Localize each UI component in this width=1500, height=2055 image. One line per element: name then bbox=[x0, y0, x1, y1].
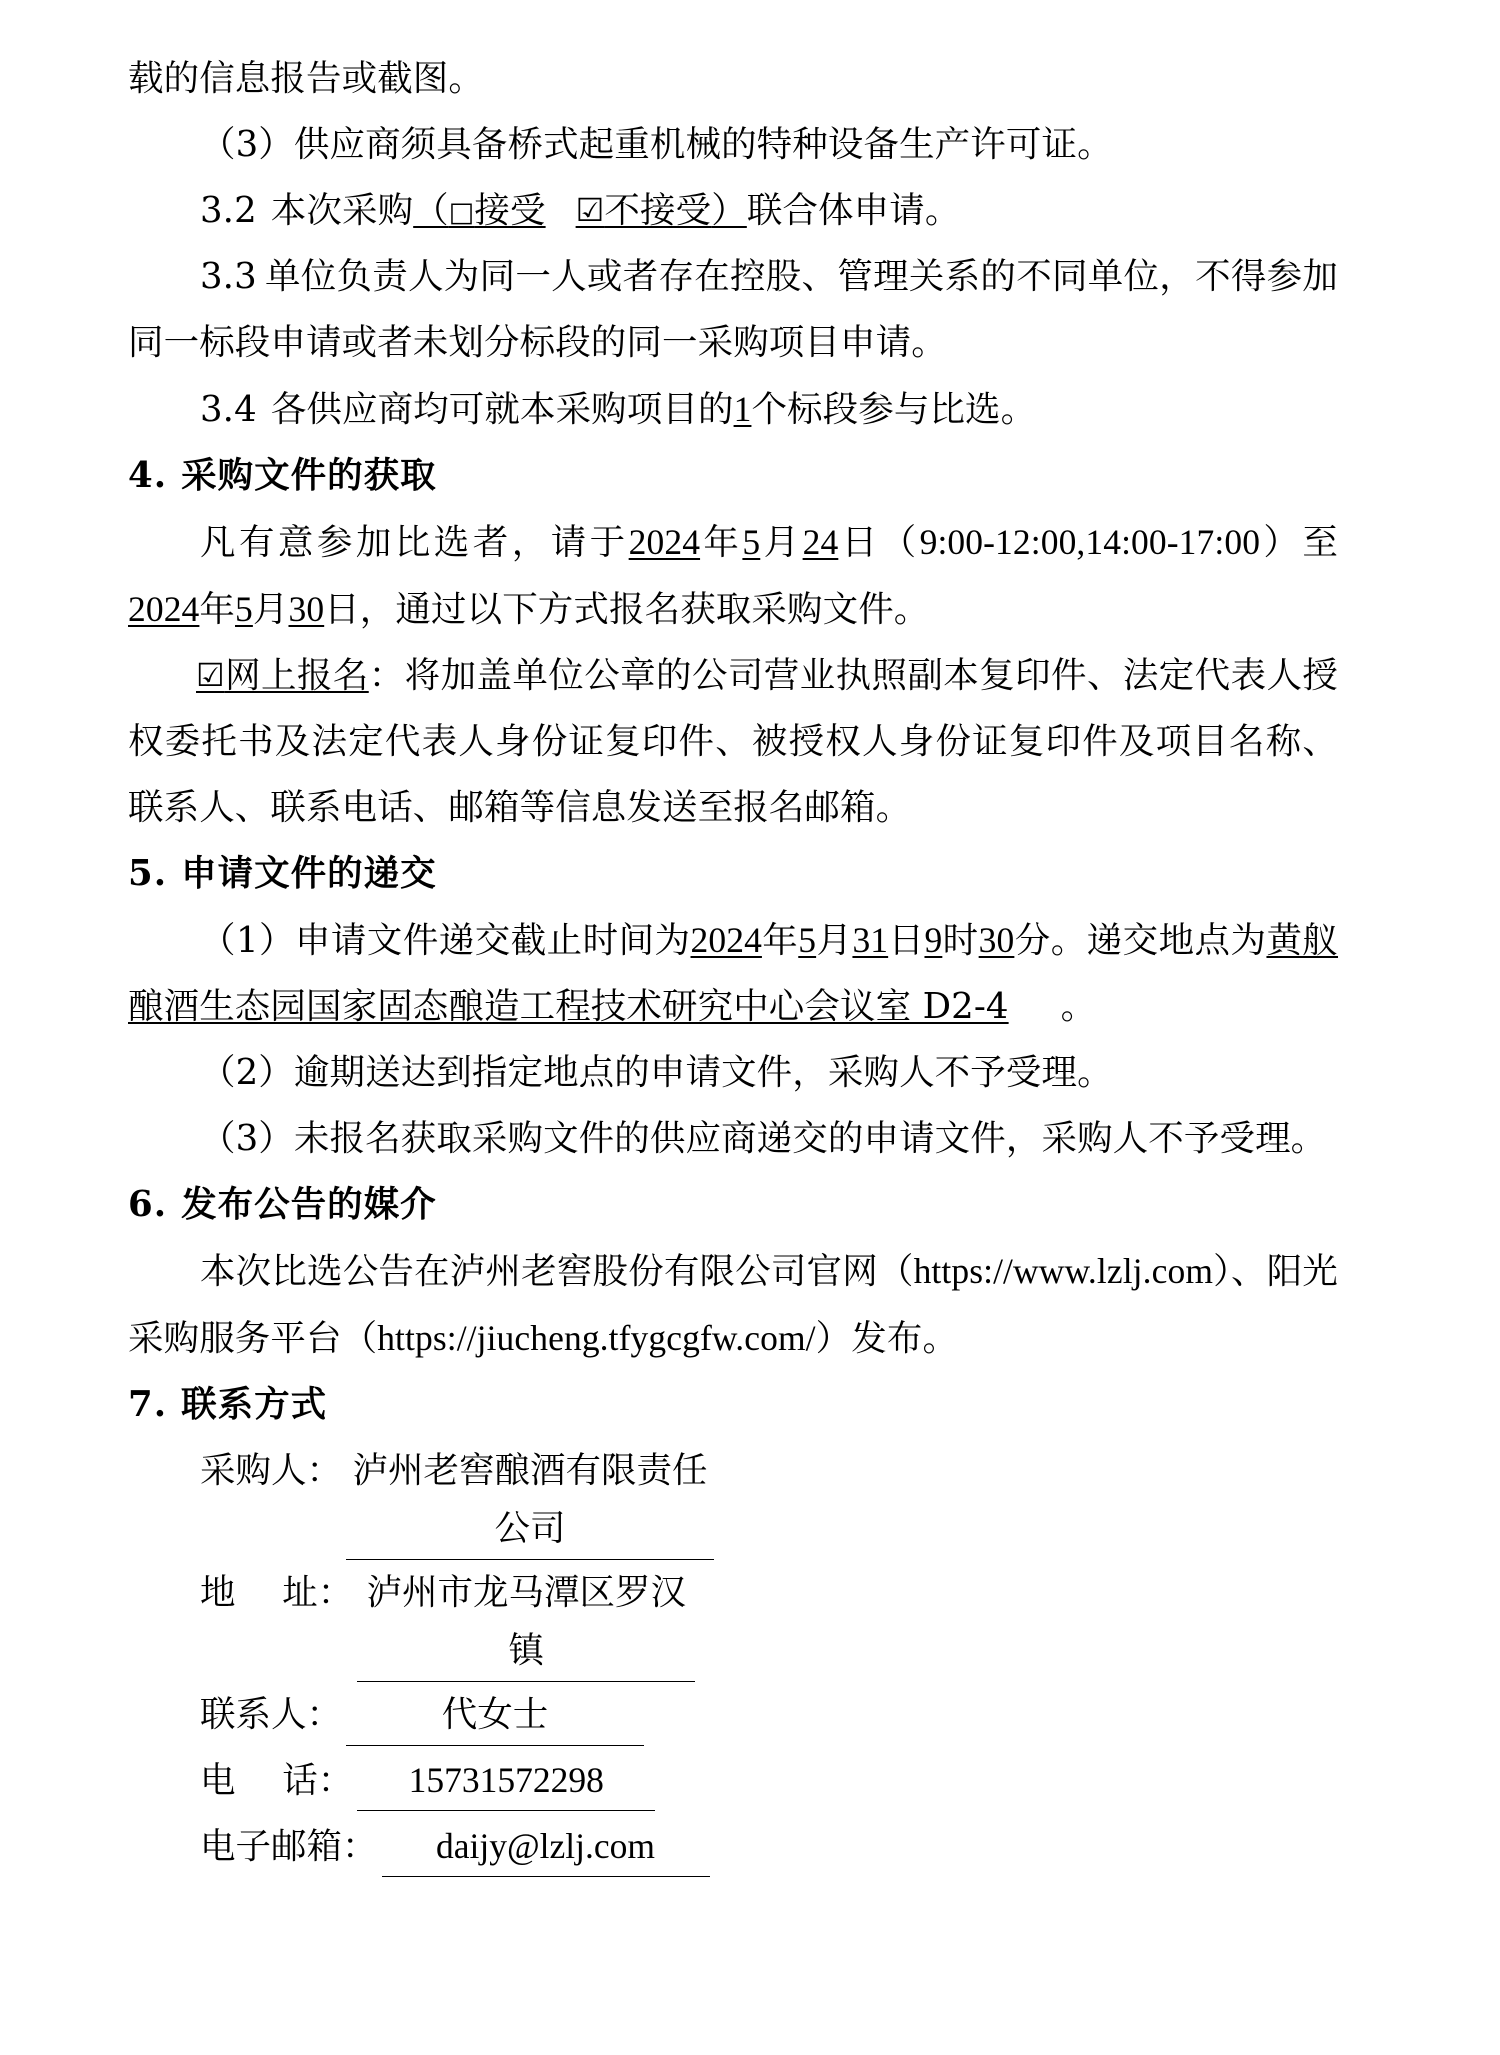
continuation-paragraph: 载的信息报告或截图。 bbox=[128, 58, 485, 99]
announcement-media-part-1: 本次比选公告在泸州老窖股份有限公司官网（ bbox=[200, 1251, 914, 1292]
section-5-title: 申请文件的递交 bbox=[181, 853, 437, 894]
section-5-item-3: （3）未报名获取采购文件的供应商递交的申请文件，采购人不予受理。 bbox=[200, 1118, 1327, 1159]
clause-3-2-close-paren: ） bbox=[711, 190, 747, 231]
clause-3-2-option-reject: 不接受 bbox=[604, 190, 712, 231]
section-4-tail: ，通过以下方式报名获取采购文件。 bbox=[359, 589, 930, 630]
deadline-day-unit: 日 bbox=[888, 920, 925, 961]
deadline-hour-unit: 时 bbox=[942, 920, 979, 961]
clause-3-4-prefix: 各供应商均可就本采购项目的 bbox=[270, 389, 734, 430]
clause-3-2-number: 3.2 bbox=[200, 190, 257, 231]
section-7-number: 7. bbox=[128, 1384, 168, 1425]
deadline-hour: 9 bbox=[924, 920, 943, 960]
submission-place: 黄舣酿酒生态园国家固态酿造工程技术研究中心会议室 D2-4 bbox=[128, 920, 1339, 1027]
acquisition-hours: （9:00-12:00,14:00-17:00） bbox=[880, 522, 1303, 562]
section-7-heading bbox=[128, 1372, 1338, 1438]
checkbox-checked-icon[interactable]: ☑ bbox=[575, 191, 605, 229]
online-registration-text: 将加盖单位公章的公司营业执照副本复印件、法定代表人授权委托书及法定代表人身份证复印件、被授权人身份证复印件及项目名称、联系人、联系电话、邮箱等信息发送至报名邮箱。 bbox=[128, 655, 1338, 828]
clause-3-4-lot-count: 1 bbox=[733, 389, 752, 429]
clause-3-2-lead: 本次采购 bbox=[270, 190, 414, 231]
deadline-minute: 30 bbox=[978, 920, 1015, 960]
section-5-item-1 bbox=[128, 907, 1338, 1040]
contact-value-phone: 15731572298 bbox=[357, 1751, 655, 1811]
section-4-heading bbox=[128, 443, 1338, 509]
start-year: 2024 bbox=[628, 522, 701, 562]
contact-row-person bbox=[128, 1682, 1338, 1748]
submission-deadline-lead: （1）申请文件递交截止时间为 bbox=[200, 920, 691, 961]
contact-label-address: 地 址： bbox=[200, 1572, 354, 1613]
clause-3-3-number: 3.3 bbox=[200, 256, 257, 297]
deadline-year-unit: 年 bbox=[761, 920, 799, 961]
contact-label-email: 电子邮箱： bbox=[200, 1826, 378, 1867]
section-5-heading bbox=[128, 841, 1338, 907]
contact-value-email: daijy@lzlj.com bbox=[382, 1817, 710, 1877]
clause-3-4-suffix: 个标段参与比选。 bbox=[751, 389, 1037, 430]
start-month: 5 bbox=[742, 522, 761, 562]
deadline-month-unit: 月 bbox=[816, 920, 853, 961]
contact-information-list bbox=[128, 1438, 1338, 1880]
clause-3-4-number: 3.4 bbox=[200, 389, 257, 430]
section-6-title: 发布公告的媒介 bbox=[181, 1184, 437, 1225]
submission-place-lead: 。递交地点为 bbox=[1050, 920, 1267, 961]
contact-value-address: 泸州市龙马潭区罗汉镇 bbox=[357, 1564, 695, 1682]
online-registration-label: 网上报名 bbox=[224, 655, 369, 696]
checkbox-checked-icon[interactable]: ☑ bbox=[196, 656, 225, 694]
deadline-year: 2024 bbox=[690, 920, 762, 960]
end-month: 5 bbox=[235, 589, 253, 629]
range-to: 至 bbox=[1302, 522, 1338, 563]
year-unit-1: 年 bbox=[700, 522, 743, 563]
online-registration-paragraph bbox=[128, 643, 1338, 841]
clause-3-3-text: 单位负责人为同一人或者存在控股、管理关系的不同单位，不得参加同一标段申请或者未划分标段的同一采购项目申请。 bbox=[128, 256, 1338, 363]
online-registration-label-group bbox=[196, 655, 369, 696]
section-6-number: 6. bbox=[128, 1184, 168, 1225]
contact-label-phone: 电 话： bbox=[200, 1760, 354, 1801]
clause-3-4 bbox=[128, 376, 1338, 443]
clause-3-2-tail: 联合体申请。 bbox=[746, 190, 961, 231]
checkbox-unchecked-icon[interactable]: □ bbox=[448, 197, 475, 228]
end-year: 2024 bbox=[128, 589, 200, 629]
month-unit-1: 月 bbox=[760, 522, 803, 563]
section-4-acquisition-period bbox=[128, 509, 1338, 643]
section-4-lead: 凡有意参加比选者，请于 bbox=[200, 522, 629, 563]
section-6-body bbox=[128, 1238, 1338, 1372]
contact-value-purchaser: 泸州老窖酿酒有限责任公司 bbox=[346, 1442, 714, 1560]
clause-3-2-option-accept: 接受 bbox=[474, 190, 546, 231]
section-4-title: 采购文件的获取 bbox=[181, 455, 437, 496]
section-7-title: 联系方式 bbox=[181, 1384, 328, 1425]
contact-label-purchaser: 采购人： bbox=[200, 1450, 343, 1491]
document-body bbox=[128, 46, 1338, 1880]
month-unit-2: 月 bbox=[252, 589, 289, 630]
section-6-heading bbox=[128, 1172, 1338, 1238]
day-unit-2: 日 bbox=[324, 589, 360, 630]
year-unit-2: 年 bbox=[199, 589, 236, 630]
clause-3-2-consortium-options bbox=[413, 190, 747, 231]
contact-label-person: 联系人： bbox=[200, 1694, 343, 1735]
clause-3-1-item-3: （3）供应商须具备桥式起重机械的特种设备生产许可证。 bbox=[200, 124, 1113, 165]
deadline-day: 31 bbox=[852, 920, 889, 960]
announcement-media-part-2: ）、阳光采购服务平台（ bbox=[128, 1251, 1338, 1359]
official-website-url[interactable]: https://www.lzlj.com bbox=[913, 1251, 1214, 1291]
announcement-media-part-3: ）发布。 bbox=[815, 1318, 959, 1359]
deadline-month: 5 bbox=[798, 920, 817, 960]
section-5-number: 5. bbox=[128, 853, 168, 894]
contact-row-phone bbox=[128, 1748, 1338, 1814]
submission-place-period: 。 bbox=[1060, 986, 1097, 1027]
clause-3-2 bbox=[128, 178, 1338, 244]
clause-3-2-open-paren: （ bbox=[413, 190, 449, 231]
section-4-number: 4. bbox=[128, 455, 168, 496]
clause-3-3 bbox=[128, 244, 1338, 376]
contact-value-person: 代女士 bbox=[346, 1686, 644, 1746]
day-unit-1: 日 bbox=[838, 522, 881, 563]
deadline-minute-unit: 分 bbox=[1014, 920, 1051, 961]
contact-row-address bbox=[128, 1560, 1338, 1682]
end-day: 30 bbox=[288, 589, 325, 629]
online-registration-colon: ： bbox=[368, 655, 405, 696]
section-5-item-2: （2）逾期送达到指定地点的申请文件，采购人不予受理。 bbox=[200, 1052, 1113, 1093]
contact-row-email bbox=[128, 1814, 1338, 1880]
start-day: 24 bbox=[802, 522, 839, 562]
contact-row-purchaser bbox=[128, 1438, 1338, 1560]
procurement-platform-url[interactable]: https://jiucheng.tfygcgfw.com/ bbox=[377, 1318, 816, 1358]
